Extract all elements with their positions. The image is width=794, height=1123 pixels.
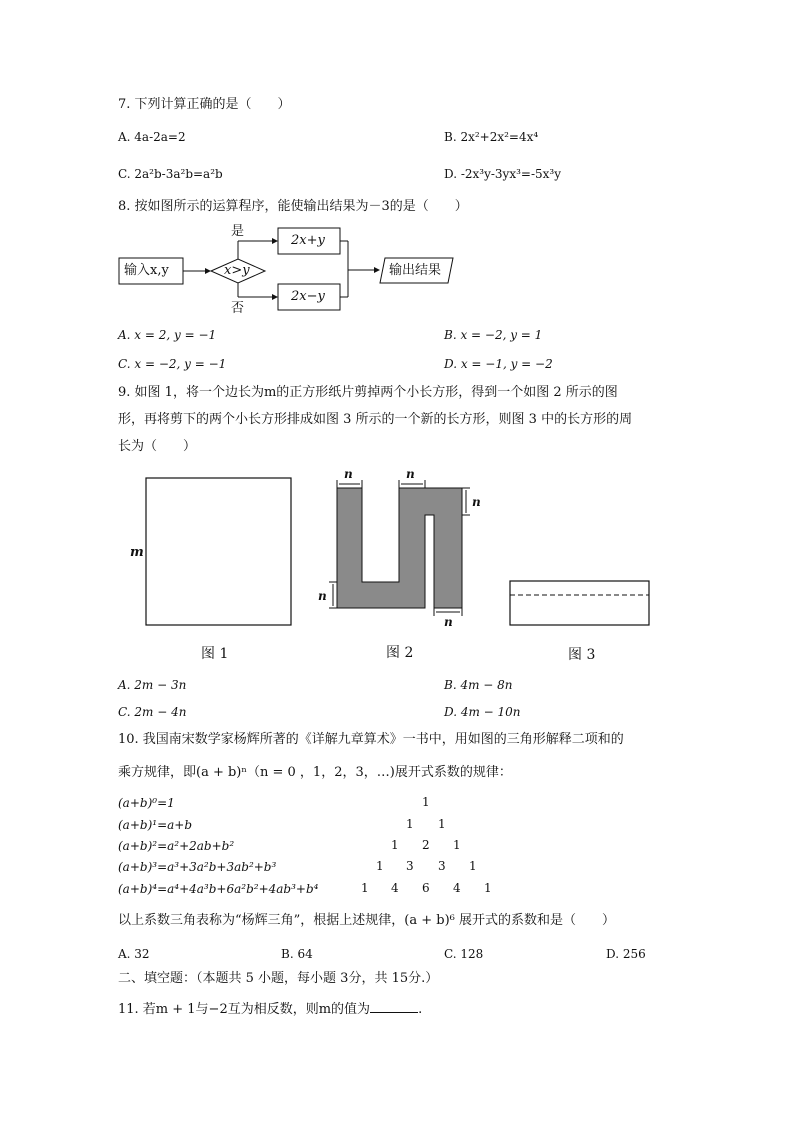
q10-option-c: C. 128 — [444, 947, 484, 961]
q10-stem-line3: 以上系数三角表称为“杨辉三角”，根据上述规律，(a + b)⁶ 展开式的系数和是（ ） — [118, 913, 616, 928]
triangle-coefficient: 1 — [406, 817, 414, 831]
triangle-coefficient: 1 — [438, 817, 446, 831]
triangle-coefficient: 3 — [406, 859, 414, 873]
flow-input-label: 输入x,y — [124, 263, 169, 278]
q7-option-c: C. 2a²b-3a²b=a²b — [118, 167, 223, 181]
triangle-coefficient: 1 — [361, 881, 369, 895]
triangle-coefficient: 1 — [453, 838, 461, 852]
q7-option-d: D. -2x³y-3yx³=-5x³y — [444, 167, 562, 181]
q10-option-a: A. 32 — [118, 947, 150, 961]
triangle-formula-row-2: (a+b)²=a²+2ab+b² — [118, 839, 235, 853]
q9-option-d: D. 4m − 10n — [444, 705, 521, 719]
triangle-coefficient: 1 — [469, 859, 477, 873]
flow-top-expression: 2x+y — [291, 233, 325, 248]
q8-option-b: B. x = −2, y = 1 — [444, 328, 543, 342]
triangle-coefficient: 3 — [438, 859, 446, 873]
fig1-side-label: m — [130, 545, 144, 560]
answer-blank[interactable] — [370, 1000, 418, 1013]
fig2-n-label-2: n — [406, 467, 415, 481]
fig2-n-label-1: n — [344, 467, 353, 481]
triangle-coefficient: 2 — [422, 838, 430, 852]
q7-option-b: B. 2x²+2x²=4x⁴ — [444, 130, 539, 144]
fig2-caption: 图 2 — [386, 645, 414, 661]
fig2-n-label-4: n — [318, 589, 327, 603]
q8-stem: 8. 按如图所示的运算程序，能使输出结果为－3的是（ ） — [118, 199, 468, 214]
q10-option-b: B. 64 — [281, 947, 313, 961]
q11-stem-text: 11. 若m + 1与−2互为相反数，则m的值为 — [118, 1002, 371, 1017]
fig2-n-label-3: n — [472, 495, 481, 509]
flow-output-label: 输出结果 — [389, 263, 442, 278]
q10-stem-line1: 10. 我国南宋数学家杨辉所著的《详解九章算术》一书中，用如图的三角形解释二项和的 — [118, 732, 624, 747]
triangle-coefficient: 1 — [484, 881, 492, 895]
fig2-n-label-5: n — [444, 615, 453, 629]
q8-option-c: C. x = −2, y = −1 — [118, 357, 227, 371]
triangle-coefficient: 4 — [453, 881, 461, 895]
flow-bottom-expression: 2x−y — [291, 289, 325, 304]
fig3-caption: 图 3 — [568, 647, 596, 663]
section-heading: 二、填空题：（本题共 5 小题，每小题 3分，共 15分.） — [118, 971, 439, 986]
triangle-formula-row-4: (a+b)⁴=a⁴+4a³b+6a²b²+4ab³+b⁴ — [118, 882, 319, 896]
triangle-coefficient: 4 — [391, 881, 399, 895]
q9-option-b: B. 4m − 8n — [444, 678, 513, 692]
triangle-formula-row-3: (a+b)³=a³+3a²b+3ab²+b³ — [118, 860, 277, 874]
q10-stem-line2: 乘方规律，即(a + b)ⁿ（n = 0 ，1，2，3，…)展开式系数的规律： — [118, 765, 512, 780]
q10-option-d: D. 256 — [606, 947, 646, 961]
triangle-coefficient: 1 — [391, 838, 399, 852]
q9-stem-line2: 形，再将剪下的两个小长方形排成如图 3 所示的一个新的长方形，则图 3 中的长方形的周 — [118, 412, 633, 427]
q9-stem-line3: 长为（ ） — [118, 439, 197, 454]
q7-option-a: A. 4a-2a=2 — [118, 130, 186, 144]
triangle-coefficient: 1 — [422, 795, 430, 809]
flow-no-label: 否 — [231, 301, 245, 316]
triangle-coefficient: 1 — [376, 859, 384, 873]
q9-option-c: C. 2m − 4n — [118, 705, 187, 719]
q9-option-a: A. 2m − 3n — [118, 678, 187, 692]
triangle-coefficient: 6 — [422, 881, 430, 895]
flow-yes-label: 是 — [231, 224, 245, 239]
triangle-formula-row-0: (a+b)⁰=1 — [118, 796, 175, 810]
flow-condition-label: x>y — [224, 263, 250, 278]
triangle-formula-row-1: (a+b)¹=a+b — [118, 818, 193, 832]
q8-option-d: D. x = −1, y = −2 — [444, 357, 553, 371]
q11-stem — [118, 1000, 422, 1018]
fig1-caption: 图 1 — [201, 646, 229, 662]
q8-option-a: A. x = 2, y = −1 — [118, 328, 217, 342]
q11-end: . — [418, 1002, 423, 1017]
q7-stem: 7. 下列计算正确的是（ ） — [118, 97, 291, 112]
q9-stem-line1: 9. 如图 1，将一个边长为m的正方形纸片剪掉两个小长方形，得到一个如图 2 所示的图 — [118, 385, 618, 400]
